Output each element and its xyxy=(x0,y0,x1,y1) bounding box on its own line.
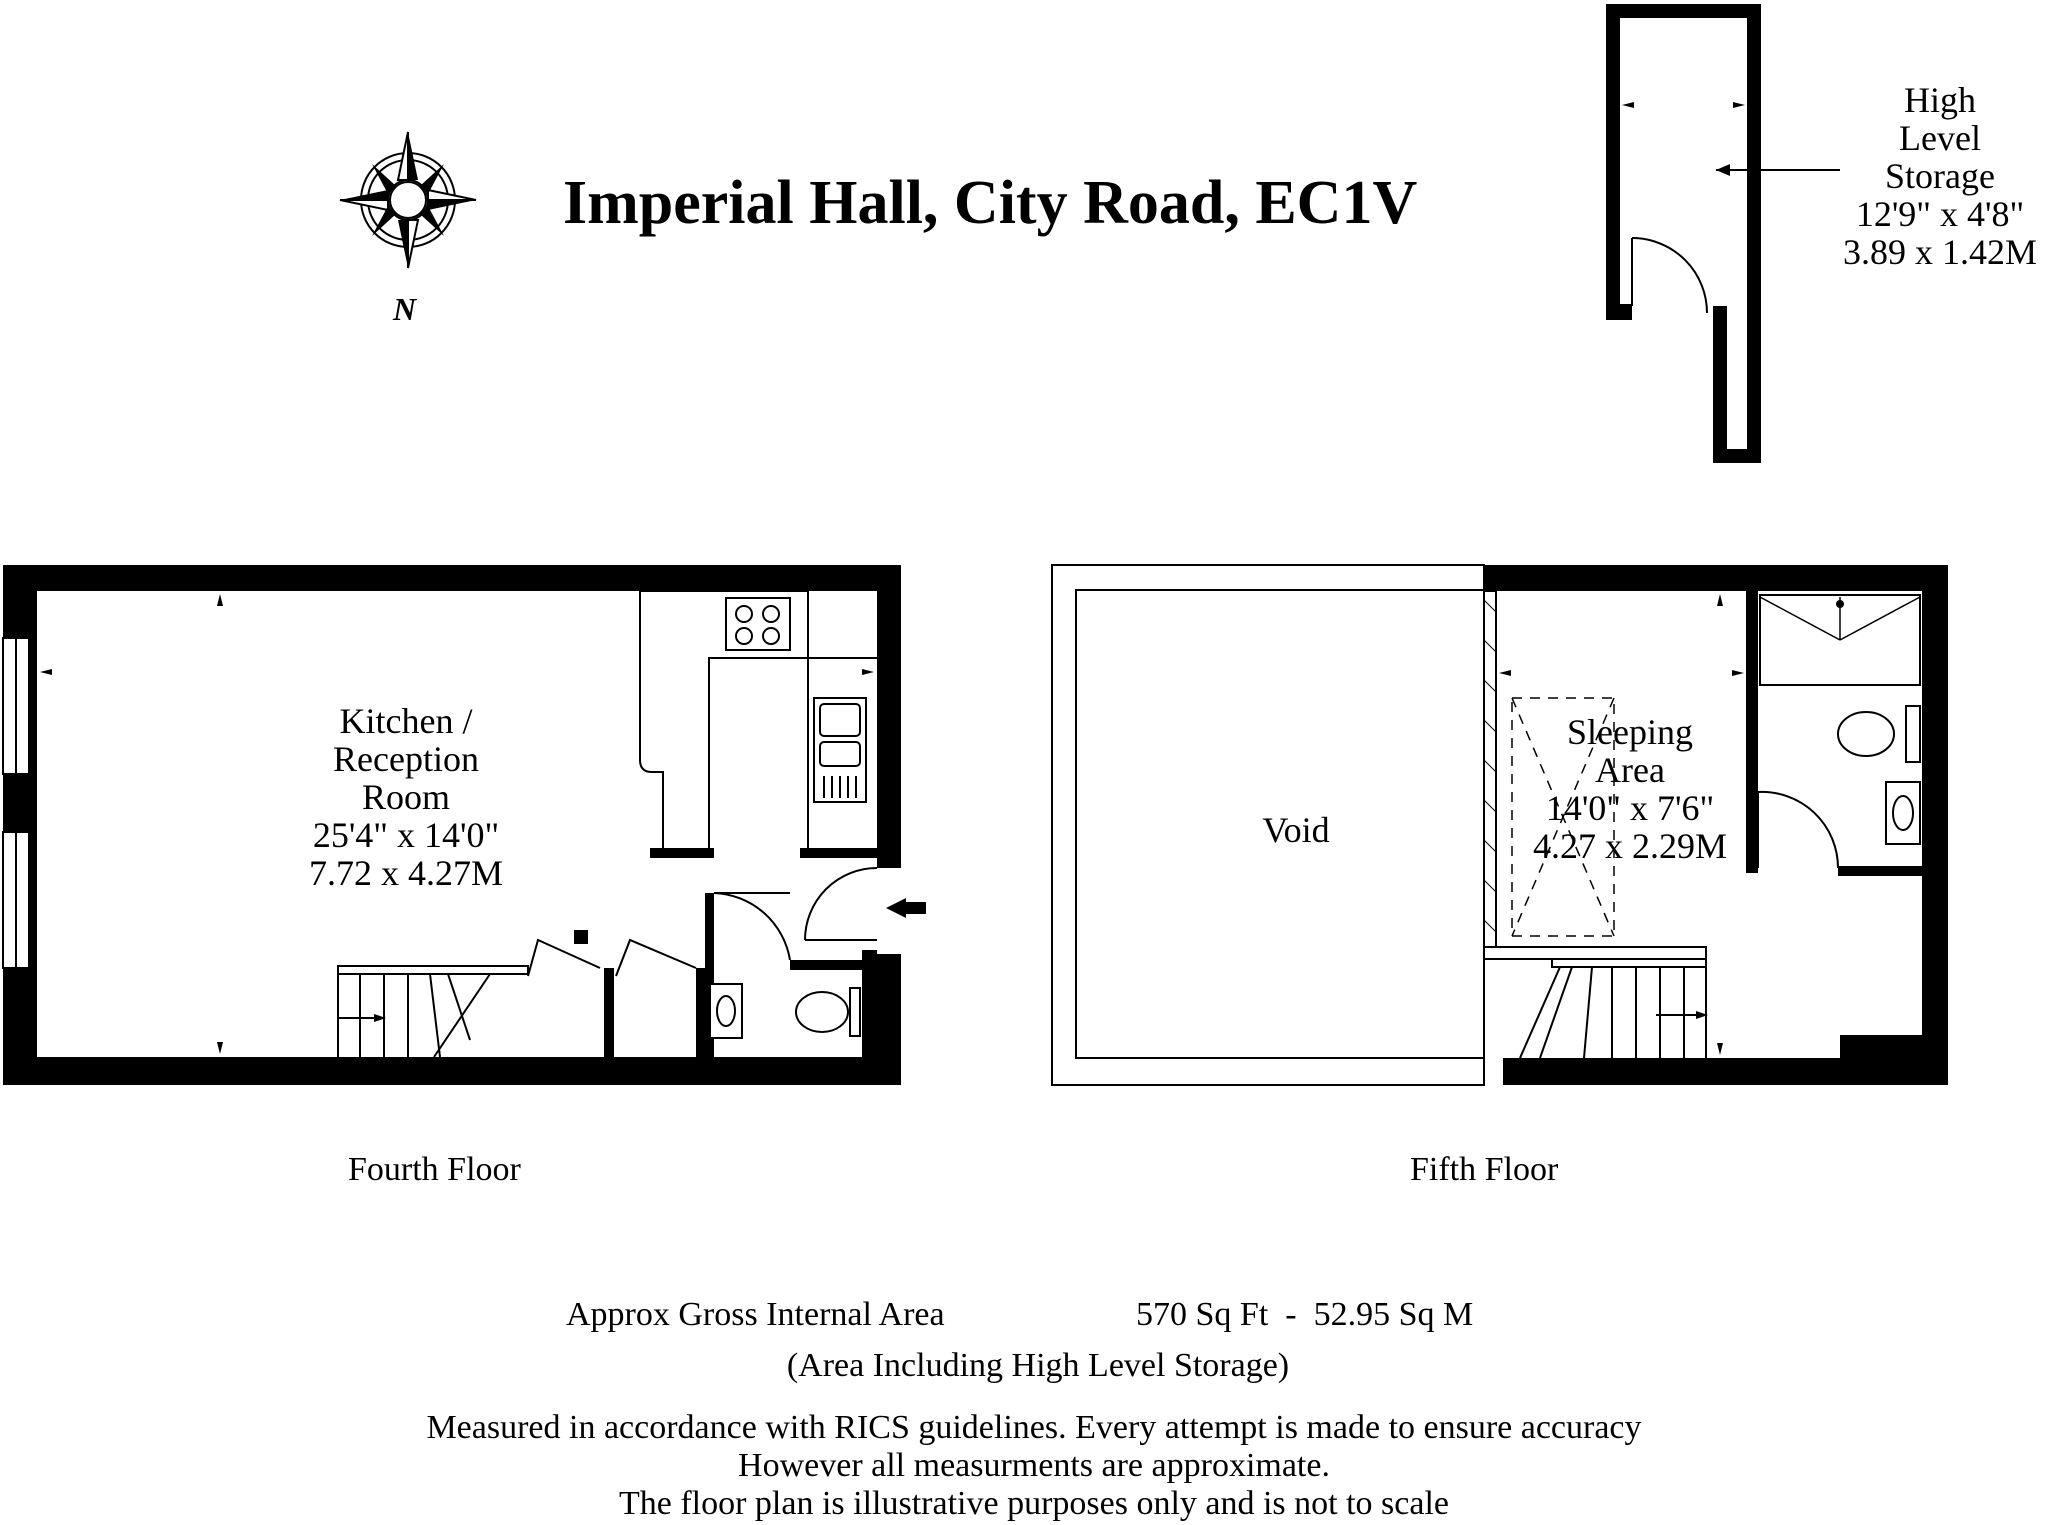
gross-area-label: Approx Gross Internal Area xyxy=(566,1296,945,1333)
svg-text:4.27 x 2.29M: 4.27 x 2.29M xyxy=(1532,826,1728,866)
compass-rose-icon xyxy=(340,132,476,268)
svg-text:Room: Room xyxy=(361,777,451,817)
svg-text:The floor plan is illustrative: The floor plan is illustrative purposes only and is not to scale xyxy=(618,1485,1450,1522)
fifth-floor-plan xyxy=(1052,565,1948,1085)
sleeping-area-label xyxy=(1533,712,1727,866)
svg-text:Measured in accordance with RI: Measured in accordance with RICS guidelines. Every attempt is made to ensure accuracy xyxy=(426,1409,1642,1446)
fourth-floor-label: Fourth Floor xyxy=(348,1151,521,1188)
svg-text:Reception: Reception xyxy=(333,739,479,779)
svg-text:3.89 x 1.42M: 3.89 x 1.42M xyxy=(1842,232,2038,272)
high-level-storage-plan xyxy=(1606,4,1840,463)
compass-north-label: N xyxy=(393,291,417,327)
svg-text:Sleeping: Sleeping xyxy=(1567,712,1693,752)
svg-text:12'9" x 4'8": 12'9" x 4'8" xyxy=(1855,194,2025,234)
svg-text:14'0" x 7'6": 14'0" x 7'6" xyxy=(1545,788,1715,828)
svg-text:7.72 x 4.27M: 7.72 x 4.27M xyxy=(308,853,504,893)
svg-text:Kitchen /: Kitchen / xyxy=(339,701,473,741)
svg-text:25'4" x 14'0": 25'4" x 14'0" xyxy=(312,815,500,855)
svg-text:Storage: Storage xyxy=(1885,156,1995,196)
void-label: Void xyxy=(1262,810,1330,850)
disclaimer xyxy=(426,1409,1641,1522)
fifth-floor-label: Fifth Floor xyxy=(1410,1151,1559,1188)
svg-text:Area: Area xyxy=(1595,750,1665,790)
area-note: (Area Including High Level Storage) xyxy=(786,1347,1290,1384)
storage-label xyxy=(1843,80,2037,272)
page-title: Imperial Hall, City Road, EC1V xyxy=(563,169,1418,237)
svg-text:High: High xyxy=(1904,80,1976,120)
svg-text:Level: Level xyxy=(1899,118,1981,158)
gross-area-value: 570 Sq Ft - 52.95 Sq M xyxy=(1136,1296,1474,1333)
svg-text:However all measurments are ap: However all measurments are approximate. xyxy=(738,1447,1330,1484)
